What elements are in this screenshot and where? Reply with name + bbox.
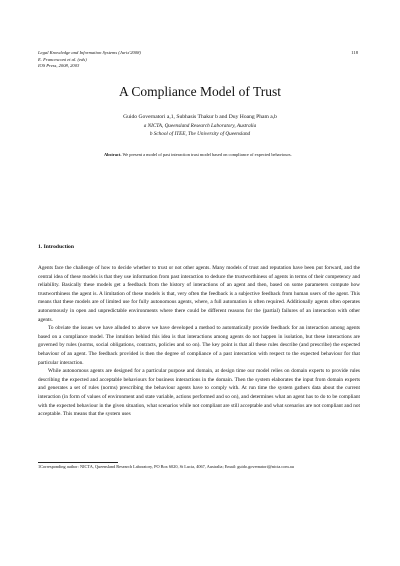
journal-name: Legal Knowledge and Information Systems (Jurix'2008) bbox=[38, 50, 141, 55]
paper-title: A Compliance Model of Trust bbox=[118, 84, 281, 99]
running-header bbox=[38, 50, 358, 70]
paragraph-2: To obviate the issues we have alluded to above we have developed a method to automatically provide feedback for an interaction among agents based on a compliance model. The intuition behind this idea is that interactions among agents do not happen in isolation, but these interactions are governed by rules (norms, social obligations, contracts, policies and so on). The key point is that all these rules describe (and prescribe) the expected behaviour of an agent. The feedback provided is then the degree of compliance of a past interaction with respect to the expected behaviour for that particular interaction. bbox=[38, 325, 360, 366]
press-line: IOS Press, 2008, 2003 bbox=[38, 63, 80, 69]
paragraph-3: While autonomous agents are designed for a particular purpose and domain, at design time our model relies on domain experts to provide rules describing the expected and acceptable behaviours for business interactions in the domain. Then the system elaborates the input from domain experts and generates a set of rules (norms) prescribing the behaviour agents have to comply with. At run time the system gathers data about the current interaction (in form of values of environment and state variable, actions performed and so on), and determines what an agent has to do to be compliant with the expected behaviour in the given situation, what scenarios while not compliant are still acceptable and what scenarios are not compliant and not acceptable. This means that the system uses bbox=[38, 368, 360, 418]
abstract-text: We present a model of past interaction trust model based on compliance of expected behaviours. bbox=[122, 152, 292, 157]
affiliation-a: a NICTA, Queensland Research Laboratory, Australia bbox=[143, 123, 257, 129]
affiliation-b: b School of ITEE, The University of Queensland bbox=[149, 131, 251, 137]
author-list: Guido Governatori a,1, Subhasis Thakur b and Duy Hoang Pham a,b bbox=[123, 114, 277, 120]
footnote: 1Corresponding author: NICTA, Queensland Research Laboratory, PO Box 6020, St Lucia, 4067, Australia; Email: guido.governatori@nicta.com.au bbox=[38, 464, 294, 469]
abstract bbox=[104, 152, 302, 158]
paragraph-1: Agents face the challenge of how to decide whether to trust or not other agents. Many models of trust and reputation have been put forward, and the central idea of these models is that they use information from past interaction to deduce the trustworthiness of agents in terms of their competency and reliability. Basically these models get a feedback from the history of interactions of an agent and then, based on some parameters compute how trustworthiness the agent is. A limitation of these models is that, very often the feedback is a subjective feedback from human users of the agent. This means that these models are of limited use for fully autonomous agents, where, a full automation is often required. Additionally agents often operates autonomously in open and unpredictable environments where there could be different reasons for the (partial) failures of an interaction with other agents. bbox=[38, 265, 360, 323]
section-heading: 1. Introduction bbox=[38, 244, 74, 250]
body-text bbox=[38, 264, 360, 419]
page-number: 118 bbox=[351, 50, 358, 55]
footnote-rule bbox=[38, 462, 118, 463]
abstract-label: Abstract. bbox=[104, 152, 122, 157]
editors-line: E. Francesconi et al. (eds) bbox=[38, 56, 87, 62]
